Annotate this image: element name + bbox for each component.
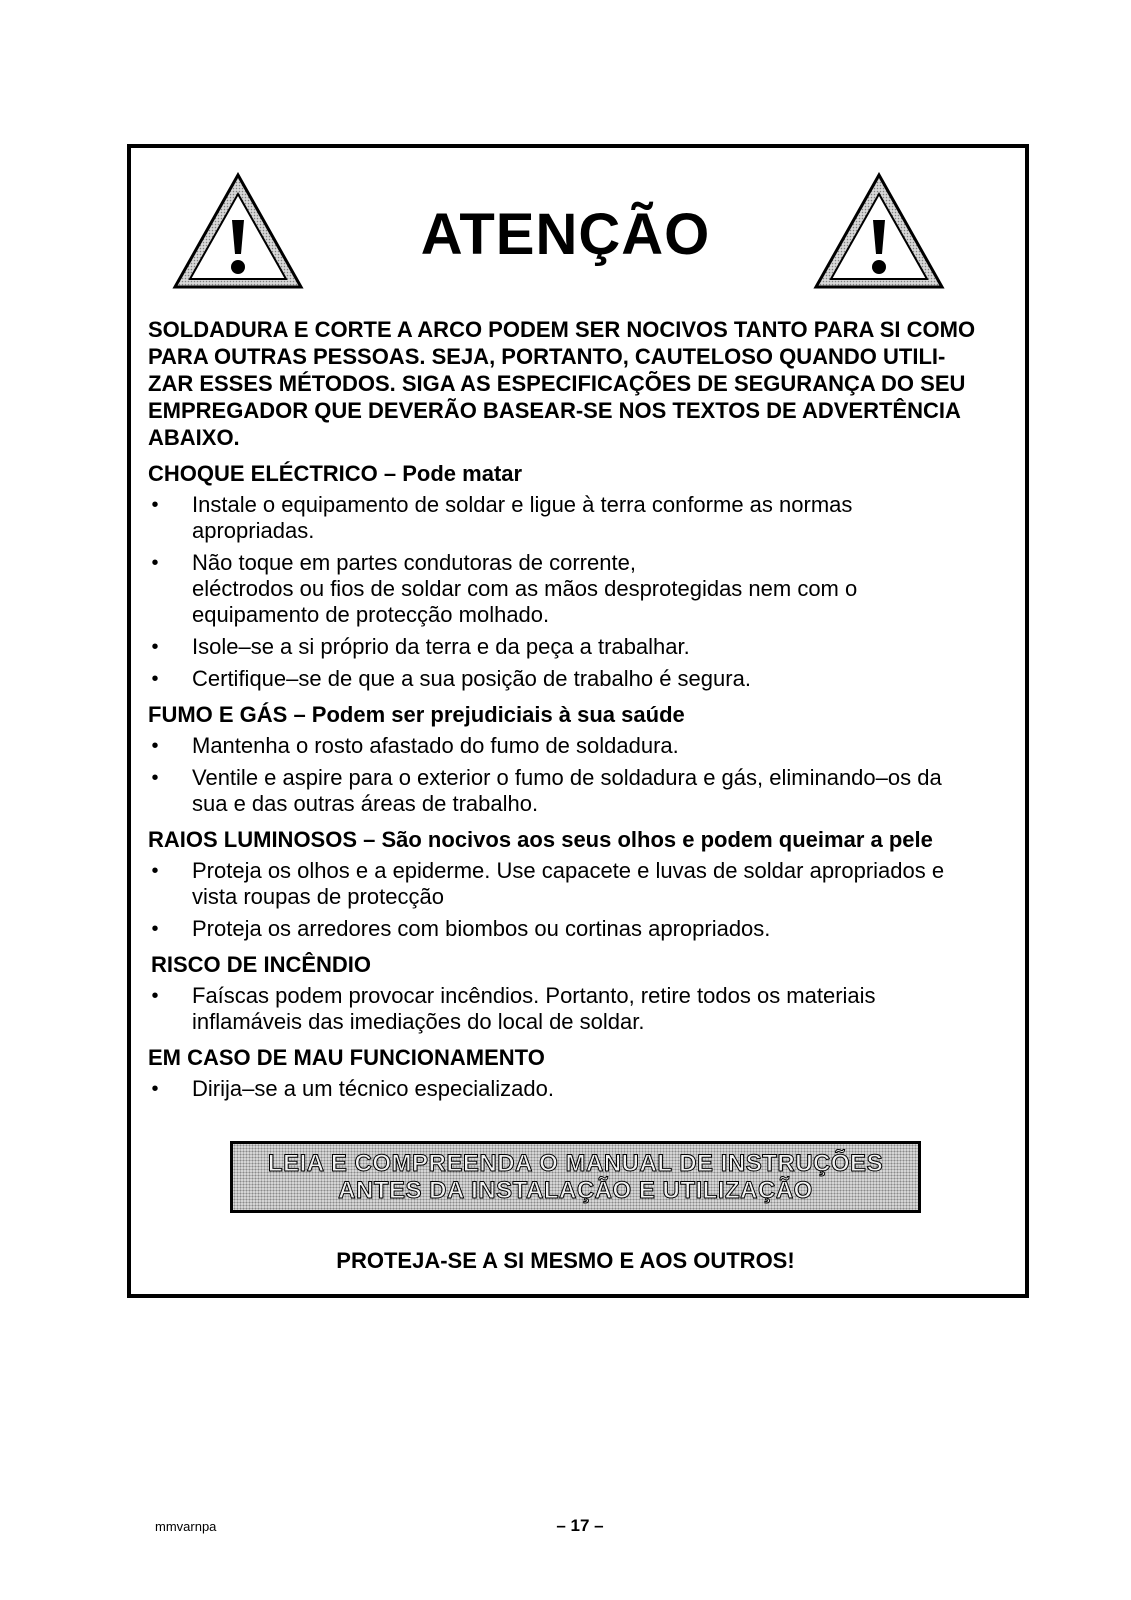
closing-statement: PROTEJA-SE A SI MESMO E AOS OUTROS! [336,1248,795,1273]
intro-line: SOLDADURA E CORTE A ARCO PODEM SER NOCIVOS TANTO PARA SI COMO [148,317,976,342]
bullet-icon: • [151,1078,159,1100]
list-item: • Ventile e aspire para o exterior o fumo de soldadura e gás, eliminando–os da sua e das outras áreas de trabalho. [151,765,942,816]
banner-line: ANTES DA INSTALAÇÃO E UTILIZAÇÃO [338,1177,813,1204]
manual-notice-banner [230,1141,921,1213]
list-item: • Isole–se a si próprio da terra e da peça a trabalhar. [151,634,690,659]
section-fire-risk [148,951,1008,1035]
intro-line: EMPREGADOR QUE DEVERÃO BASEAR-SE NOS TEXTOS DE ADVERTÊNCIA [148,398,961,423]
section-fumes-gas [148,701,1008,817]
document-code: mmvarnpa [155,1519,217,1534]
list-item: • Faíscas podem provocar incêndios. Portanto, retire todos os materiais inflamáveis das imediações do local de soldar. [151,983,876,1034]
bullet-list [148,983,1008,1035]
bullet-icon: • [151,735,159,757]
list-item: • Mantenha o rosto afastado do fumo de soldadura. [151,733,679,758]
section-heading: RAIOS LUMINOSOS – São nocivos aos seus olhos e podem queimar a pele [148,827,933,852]
section-heading: RISCO DE INCÊNDIO [151,952,372,977]
list-item: • Instale o equipamento de soldar e ligue à terra conforme as normas apropriadas. [151,492,853,543]
section-heading: CHOQUE ELÉCTRICO – Pode matar [148,461,523,486]
section-electric-shock [148,460,1008,692]
section-heading: EM CASO DE MAU FUNCIONAMENTO [148,1045,545,1070]
intro-line: ABAIXO. [148,425,240,450]
list-item: • Proteja os olhos e a epiderme. Use capacete e luvas de soldar apropriados e vista roupas de protecção [151,858,945,909]
bullet-icon: • [151,636,159,658]
bullet-list [148,1076,1008,1102]
intro-paragraph [148,316,1008,451]
section-heading: FUMO E GÁS – Podem ser prejudiciais à sua saúde [148,702,685,727]
bullet-icon: • [151,985,159,1007]
bullet-icon: • [151,494,159,516]
bullet-icon: • [151,918,159,940]
bullet-list [148,733,1008,817]
page-title: ATENÇÃO [420,202,711,267]
banner-line: LEIA E COMPREENDA O MANUAL DE INSTRUÇÕES [267,1150,884,1177]
intro-line: PARA OUTRAS PESSOAS. SEJA, PORTANTO, CAUTELOSO QUANDO UTILI- [148,344,946,369]
bullet-list [148,492,1008,692]
page-number: – 17 – [556,1516,604,1535]
bullet-icon: • [151,668,159,690]
list-item: • Certifique–se de que a sua posição de trabalho é segura. [151,666,751,691]
bullet-icon: • [151,860,159,882]
list-item: • Dirija–se a um técnico especializado. [151,1076,554,1101]
section-malfunction [148,1044,1008,1102]
bullet-icon: • [151,767,159,789]
bullet-icon: • [151,552,159,574]
section-arc-rays [148,826,1008,942]
bullet-list [148,858,1008,942]
list-item: • Não toque em partes condutoras de corrente, eléctrodos ou fios de soldar com as mãos desprotegidas nem com o equipamento de protecção molhado. [151,550,858,627]
list-item: • Proteja os arredores com biombos ou cortinas apropriados. [151,916,771,941]
warning-content [148,316,1008,1108]
intro-line: ZAR ESSES MÉTODOS. SIGA AS ESPECIFICAÇÕES DE SEGURANÇA DO SEU [148,371,966,396]
